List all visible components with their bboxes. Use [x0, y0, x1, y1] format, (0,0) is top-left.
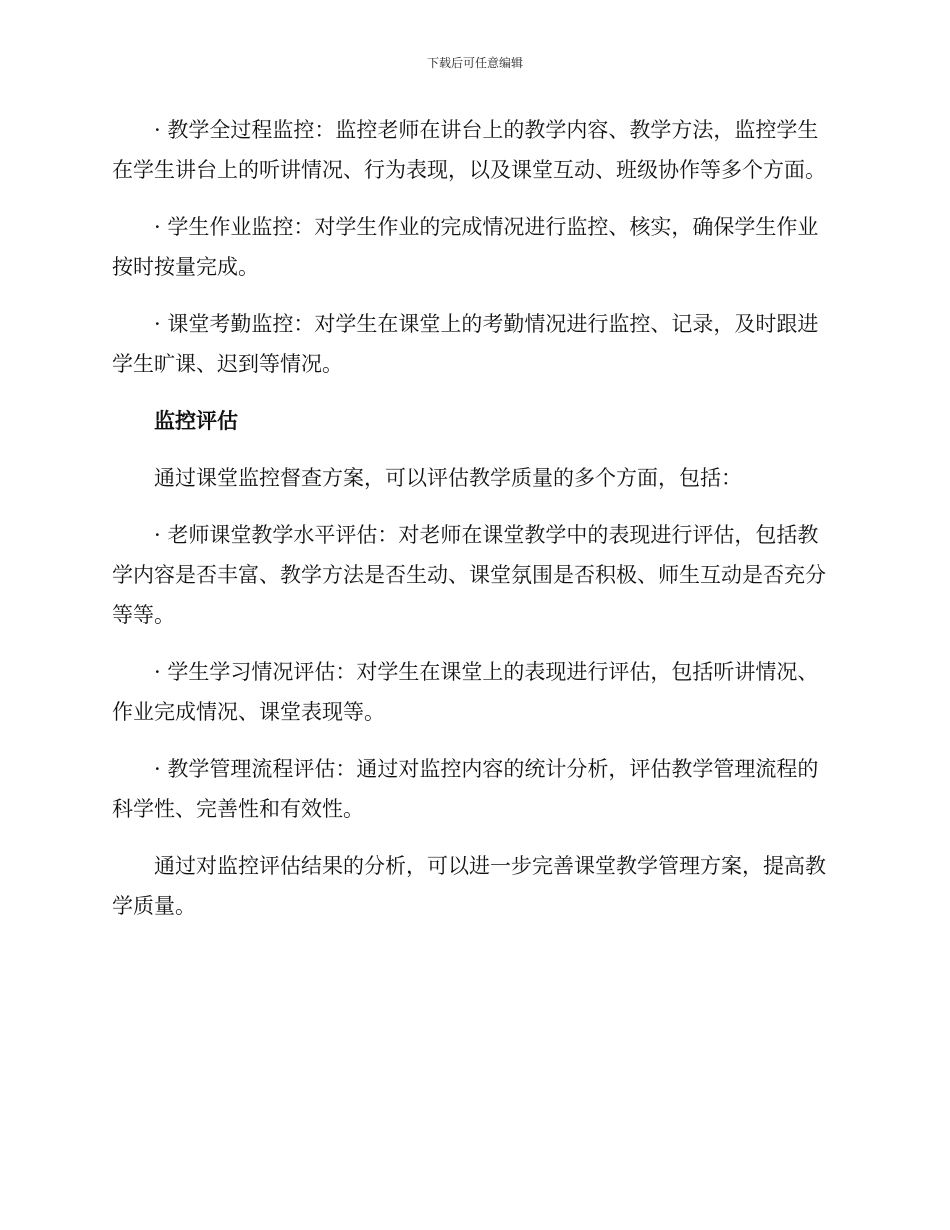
header-note: 下载后可任意编辑 — [426, 56, 523, 70]
bullet-paragraph-process-evaluation: · 教学管理流程评估：通过对监控内容的统计分析，评估教学管理流程的科学性、完善性和有效性。 — [112, 757, 819, 821]
document-body — [112, 110, 832, 943]
bullet-paragraph-teacher-evaluation: · 老师课堂教学水平评估：对老师在课堂教学中的表现进行评估，包括教学内容是否丰富、教学方法是否生动、课堂氛围是否积极、师生互动是否充分等等。 — [112, 523, 826, 627]
bullet-paragraph-teaching-monitoring: · 教学全过程监控：监控老师在讲台上的教学内容、教学方法，监控学生在学生讲台上的听讲情况、行为表现，以及课堂互动、班级协作等多个方面。 — [112, 118, 826, 182]
section-intro-paragraph: 通过课堂监控督查方案，可以评估教学质量的多个方面，包括： — [154, 466, 742, 490]
section-heading: 监控评估 — [154, 408, 238, 433]
bullet-paragraph-homework-monitoring: · 学生作业监控：对学生作业的完成情况进行监控、核实，确保学生作业按时按量完成。 — [112, 215, 819, 279]
bullet-paragraph-attendance-monitoring: · 课堂考勤监控：对学生在课堂上的考勤情况进行监控、记录，及时跟进学生旷课、迟到等情况。 — [112, 312, 819, 376]
conclusion-paragraph: 通过对监控评估结果的分析，可以进一步完善课堂教学管理方案，提高教学质量。 — [112, 854, 826, 918]
bullet-paragraph-student-evaluation: · 学生学习情况评估：对学生在课堂上的表现进行评估，包括听讲情况、作业完成情况、课堂表现等。 — [112, 660, 819, 724]
